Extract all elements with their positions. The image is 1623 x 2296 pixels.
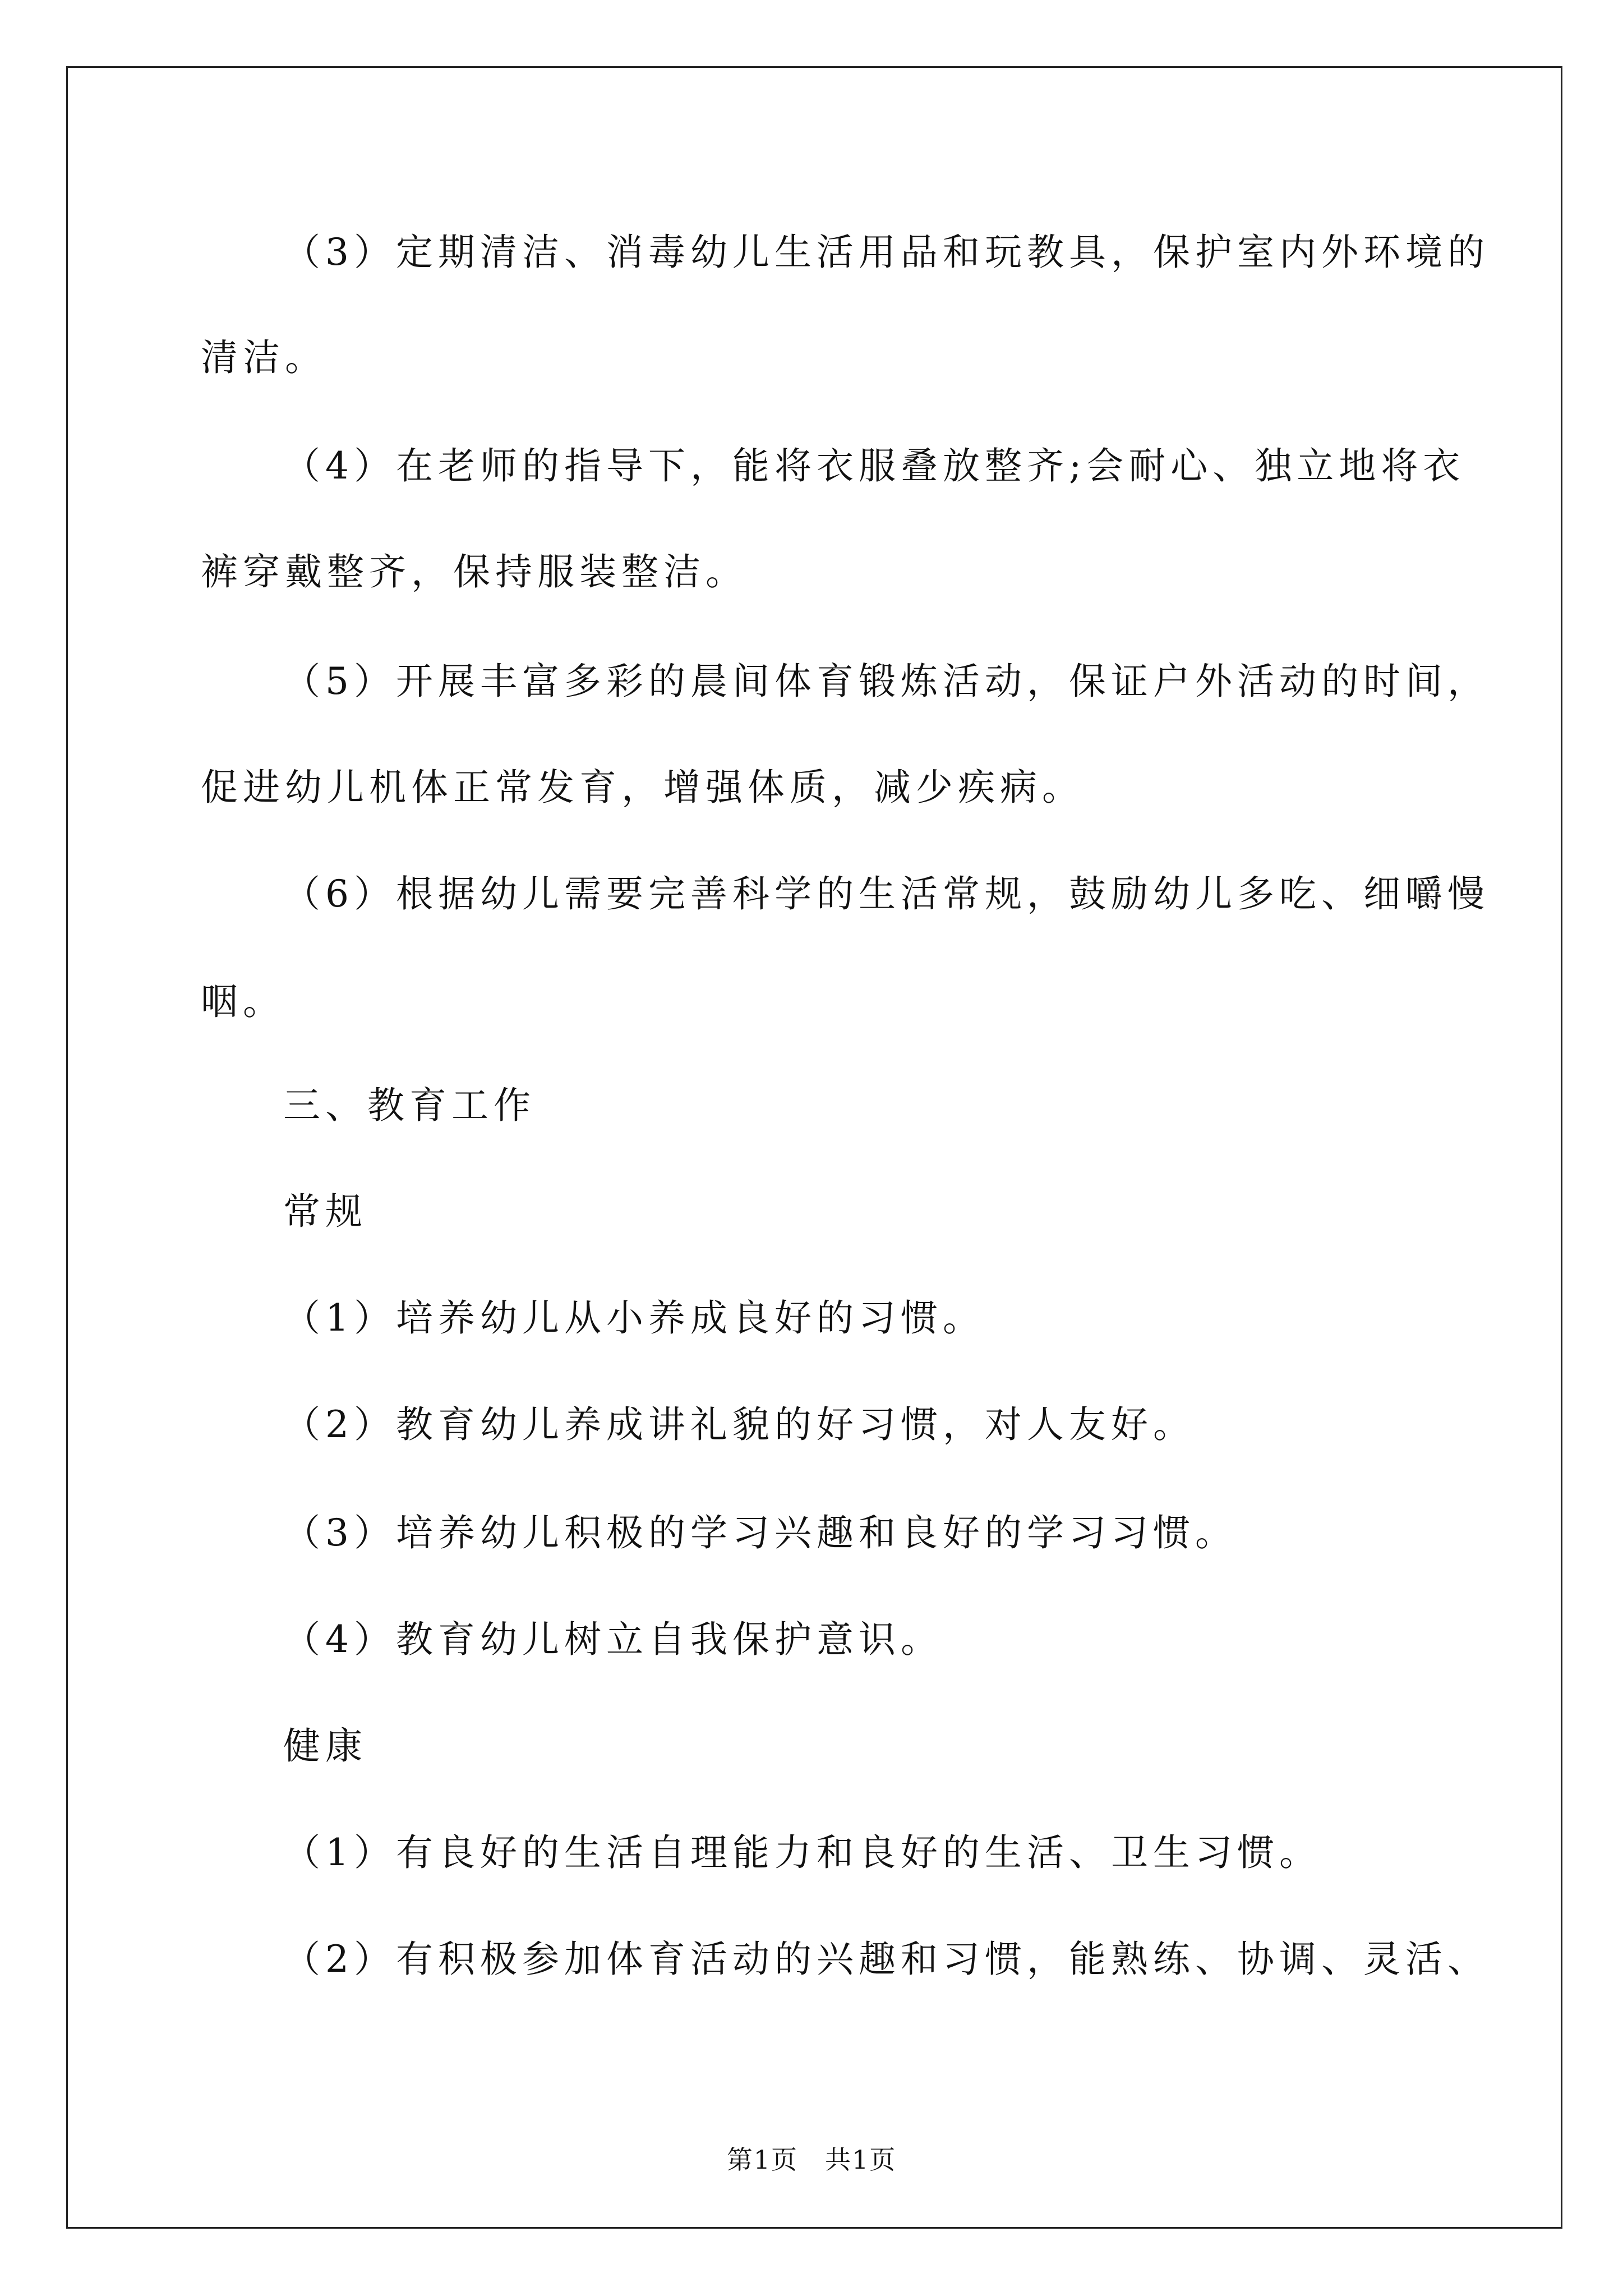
paragraph-6-line-2: 咽。 bbox=[201, 980, 285, 1023]
section-heading-education: 三、教育工作 bbox=[283, 1084, 536, 1127]
routine-item-3: （3）培养幼儿积极的学习兴趣和良好的学习习惯。 bbox=[283, 1511, 1237, 1554]
paragraph-4-line-1: （4）在老师的指导下，能将衣服叠放整齐;会耐心、独立地将衣 bbox=[283, 444, 1465, 487]
paragraph-5-line-1: （5）开展丰富多彩的晨间体育锻炼活动，保证户外活动的时间， bbox=[283, 660, 1490, 703]
routine-item-1: （1）培养幼儿从小养成良好的习惯。 bbox=[283, 1296, 985, 1340]
paragraph-3-line-1: （3）定期清洁、消毒幼儿生活用品和玩教具，保护室内外环境的 bbox=[283, 231, 1490, 274]
routine-item-4: （4）教育幼儿树立自我保护意识。 bbox=[283, 1618, 943, 1661]
health-item-1: （1）有良好的生活自理能力和良好的生活、卫生习惯。 bbox=[283, 1831, 1321, 1874]
paragraph-4-line-2: 裤穿戴整齐，保持服装整洁。 bbox=[201, 550, 748, 593]
subheading-routine: 常规 bbox=[283, 1190, 367, 1233]
health-item-2: （2）有积极参加体育活动的兴趣和习惯，能熟练、协调、灵活、 bbox=[283, 1938, 1490, 1981]
paragraph-3-line-2: 清洁。 bbox=[201, 336, 327, 379]
paragraph-5-line-2: 促进幼儿机体正常发育，增强体质，减少疾病。 bbox=[201, 766, 1084, 809]
page-footer: 第1页 共1页 bbox=[726, 2145, 897, 2175]
paragraph-6-line-1: （6）根据幼儿需要完善科学的生活常规，鼓励幼儿多吃、细嚼慢 bbox=[283, 872, 1490, 915]
page-frame bbox=[66, 66, 1562, 2229]
routine-item-2: （2）教育幼儿养成讲礼貌的好习惯，对人友好。 bbox=[283, 1403, 1195, 1446]
subheading-health: 健康 bbox=[283, 1724, 367, 1768]
